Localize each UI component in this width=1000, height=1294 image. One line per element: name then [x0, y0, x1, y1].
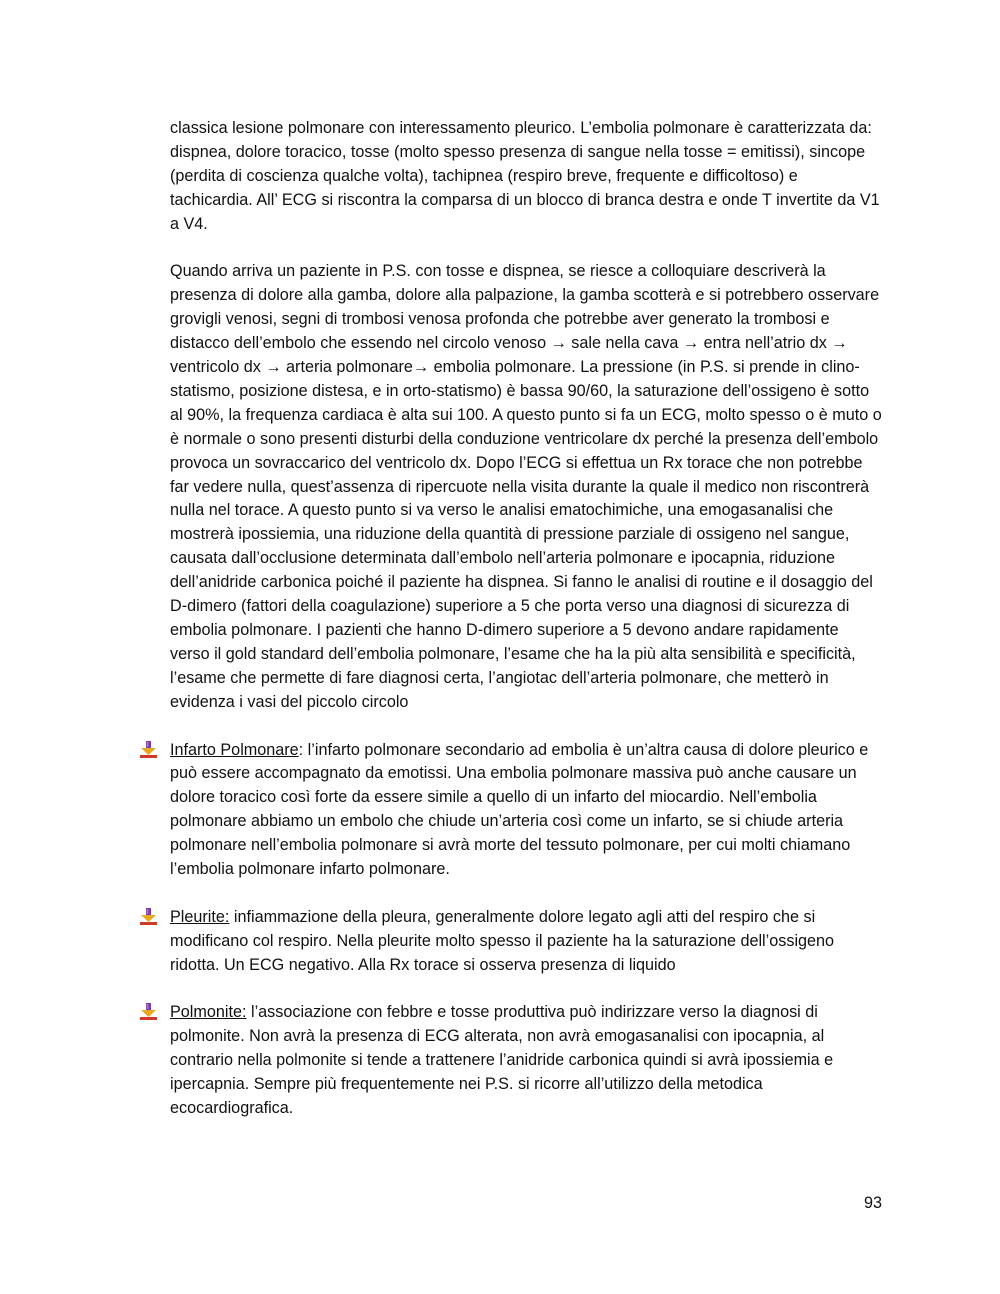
arrow-bullet-icon [140, 741, 157, 758]
bullet-term: Polmonite: [170, 1003, 247, 1022]
arrow-bullet-icon [140, 1003, 157, 1020]
paragraph-embolia-symptoms: classica lesione polmonare con interessamento pleurico. L’embolia polmonare è caratterizzata da: dispnea, dolore toracico, tosse (molto spesso presenza di sangue nella tosse = emitissi), sincope (perdita di coscienza qualche volta), tachipnea (respiro breve, frequente e difficoltoso) e tachicardia. All’ ECG si riscontra la comparsa di un blocco di branca destra e onde T invertite da V1 a V4. [170, 119, 880, 233]
bullet-pleurite [170, 906, 882, 978]
bullet-text: l’associazione con febbre e tosse produttiva può indirizzare verso la diagnosi di polmonite. Non avrà la presenza di ECG alterata, non avrà emogasanalisi con ipocapnia, al contrario nella polmonite si tende a trattenere l’anidride carbonica quindi si avrà ipossiemia e ipercapnia. Sempre più frequentemente nei P.S. si ricorre all’utilizzo della metodica ecocardiografica. [170, 1003, 834, 1118]
page-content [170, 117, 882, 1121]
bullet-term: Infarto Polmonare [170, 740, 299, 759]
bullet-polmonite [170, 1001, 882, 1121]
arrow-bullet-icon [140, 908, 157, 925]
bullet-text: : l’infarto polmonare secondario ad embolia è un’altra causa di dolore pleurico e può essere accompagnato da emotissi. Una embolia polmonare massiva può anche causare un dolore toracico così forte da essere simile a quello di un infarto del miocardio. Nell’embolia polmonare abbiamo un embolo che chiude un’arteria così come un infarto, se si chiude arteria polmonare nell’embolia polmonare si avrà morte del tessuto polmonare, per cui molti chiamano l’embolia polmonare infarto polmonare. [170, 740, 869, 879]
paragraph-emergency-workup: Quando arriva un paziente in P.S. con tosse e dispnea, se riesce a colloquiare descriverà la presenza di dolore alla gamba, dolore alla palpazione, la gamba scotterà e si potrebbero osservare grovigli venosi, segni di trombosi venosa profonda che potrebbe aver generato la trombosi e distacco dell’embolo che essendo nel circolo venoso → sale nella cava → entra nell’atrio dx → ventricolo dx → arteria polmonare→ embolia polmonare. La pressione (in P.S. si prende in clino-statismo, posizione distesa, e in orto-statismo) è bassa 90/60, la saturazione dell’ossigeno è sotto al 90%, la frequenza cardiaca è alta sui 100. A questo punto si fa un ECG, molto spesso o è muto o è normale o sono presenti disturbi della conduzione ventricolare dx perché la presenza dell’embolo provoca un sovraccarico del ventricolo dx. Dopo l’ECG si effettua un Rx torace che non potrebbe far vedere nulla, quest’assenza di ripercuote nella visita durante la quale il medico non riscontrerà nulla nel torace. A questo punto si va verso le analisi ematochimiche, una emogasanalisi che mostrerà ipossiemia, una riduzione della quantità di pressione parziale di ossigeno nel sangue, causata dall’occlusione determinata dall’embolo nell’arteria polmonare e ipocapnia, riduzione dell’anidride carbonica poiché il paziente ha dispnea. Si fanno le analisi di routine e il dosaggio del D-dimero (fattori della coagulazione) superiore a 5 che porta verso una diagnosi di sicurezza di embolia polmonare. I pazienti che hanno D-dimero superiore a 5 devono andare rapidamente verso il gold standard dell’embolia polmonare, l’esame che ha la più alta sensibilità e specificità, l’esame che permette di fare diagnosi certa, l’angiotac dell’arteria polmonare, che metterò in evidenza i vasi del piccolo circolo [170, 262, 882, 711]
page-number: 93 [863, 1194, 882, 1212]
bullet-term: Pleurite: [170, 907, 230, 926]
bullet-text: infiammazione della pleura, generalmente dolore legato agli atti del respiro che si modificano col respiro. Nella pleurite molto spesso il paziente ha la saturazione dell’ossigeno ridotta. Un ECG negativo. Alla Rx torace si osserva presenza di liquido [170, 907, 835, 974]
bullet-infarto-polmonare [170, 739, 882, 882]
